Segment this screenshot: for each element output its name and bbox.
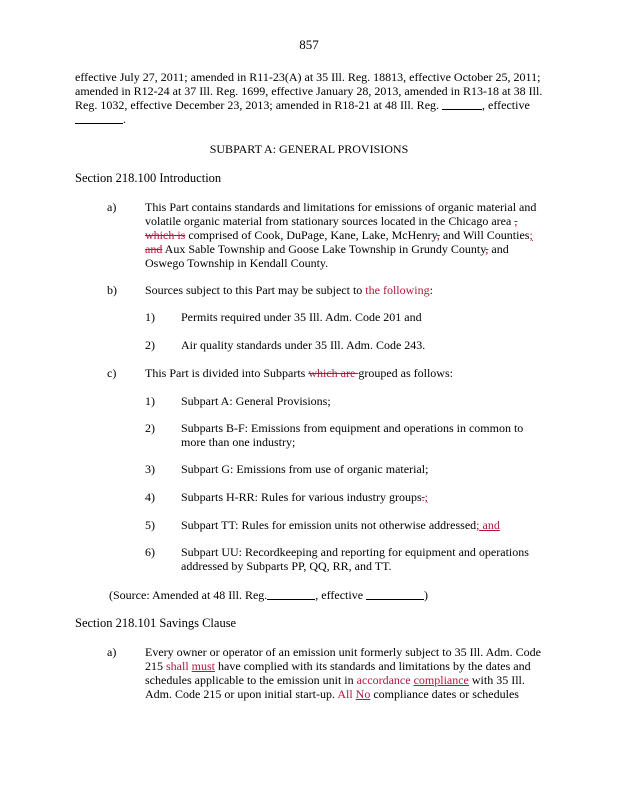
text-run: This Part is divided into Subparts (145, 366, 309, 380)
sub-label: 1) (145, 310, 155, 324)
text-run: compliance dates or schedules (370, 687, 519, 701)
text-run: Sources subject to this Part may be subject to (145, 283, 366, 297)
item-label: a) (107, 645, 117, 659)
history-end: . (123, 112, 126, 126)
text-run: Aux Sable Township and Goose Lake Township in Grundy County (164, 242, 486, 256)
item-label: b) (107, 283, 117, 297)
item-label: a) (107, 200, 117, 214)
sub-text (181, 518, 545, 532)
deleted-text: , (436, 228, 440, 242)
item-label: c) (107, 366, 117, 380)
inserted-text: ; and (476, 518, 500, 532)
source-blank-register (267, 588, 315, 600)
inserted-text: must (191, 659, 216, 673)
text-run: Subpart TT: Rules for emission units not otherwise addressed (181, 518, 477, 532)
sub-text: Subpart A: General Provisions; (181, 394, 331, 408)
sub-label: 4) (145, 490, 155, 504)
text-run: and Oswego Township in Kendall County. (145, 242, 509, 270)
history-effective: , effective (482, 98, 530, 112)
page-number: 857 (299, 37, 319, 52)
deleted-text: . (421, 490, 425, 504)
sub-label: 2) (145, 338, 155, 352)
text-run: have complied with its standards and limitations by the dates and schedules applicable to the emission unit in (145, 659, 531, 687)
sub-text (181, 490, 545, 504)
text-run: : (429, 283, 433, 297)
sub-label: 3) (145, 462, 155, 476)
sub-text: Permits required under 35 Ill. Adm. Code 201 and (181, 310, 422, 324)
deleted-text: , (485, 242, 489, 256)
section-218-100-heading: Section 218.100 Introduction (75, 171, 222, 185)
text-run: with 35 Ill. Adm. Code 215 or upon initial start-up. (145, 673, 525, 701)
sub-label: 2) (145, 421, 155, 435)
deleted-text: , (514, 214, 518, 228)
inserted-text: compliance (413, 673, 469, 687)
text-run: Every owner or operator of an emission unit formerly subject to 35 Ill. Adm. Code 215 (145, 645, 541, 673)
text-run: and Will Counties (439, 228, 530, 242)
section-218-101-heading: Section 218.101 Savings Clause (75, 616, 237, 630)
text-run: grouped as follows: (358, 366, 453, 380)
deleted-text: and (145, 242, 163, 256)
text-run: ) (424, 588, 429, 602)
subpart-heading: SUBPART A: GENERAL PROVISIONS (209, 142, 409, 156)
text-run: comprised of Cook, DuPage, Kane, Lake, McHenry (188, 228, 437, 242)
sub-label: 1) (145, 394, 155, 408)
history-blank-register (442, 98, 482, 110)
inserted-text: ; (529, 228, 533, 242)
source-note (109, 588, 428, 602)
revised-text: All (337, 687, 353, 701)
deleted-text: which are (308, 366, 359, 380)
history-text: effective July 27, 2011; amended in R11-23(A) at 35 Ill. Reg. 18813, effective October 25, 2011; amended in R12-24 at 37 Ill. Reg. 1699, effective January 28, 2013, amended in R13-18 at 38 Ill. Reg. 1032, effective December 23, 2013; amended in R18-21 at 48 Ill. Reg. (75, 70, 543, 112)
item-text (145, 200, 545, 270)
sub-text: Air quality standards under 35 Ill. Adm. Code 243. (181, 338, 426, 352)
revised-text: shall (166, 659, 189, 673)
item-text (145, 645, 545, 701)
history-blank-date (75, 112, 123, 124)
text-run: (Source: Amended at 48 Ill. Reg. (109, 588, 268, 602)
sub-text: Subpart UU: Recordkeeping and reporting for equipment and operations addressed by Subparts PP, QQ, RR, and TT. (181, 545, 529, 573)
text-run: This Part contains standards and limitations for emissions of organic material and volatile organic material from stationary sources located in the Chicago area (145, 200, 537, 228)
sub-label: 5) (145, 518, 155, 532)
text-run: , effective (315, 588, 367, 602)
revised-text: accordance (356, 673, 411, 687)
sub-label: 6) (145, 545, 155, 559)
inserted-text: ; (424, 490, 428, 504)
inserted-text: No (355, 687, 371, 701)
history-note (75, 70, 545, 126)
item-text (145, 283, 545, 297)
sub-text: Subparts B-F: Emissions from equipment and operations in common to more than one industry; (181, 421, 524, 449)
sub-text: Subpart G: Emissions from use of organic material; (181, 462, 429, 476)
item-text (145, 366, 545, 380)
source-blank-date (366, 588, 424, 600)
text-run: Subparts H-RR: Rules for various industry groups (181, 490, 422, 504)
revised-text: the following (365, 283, 430, 297)
deleted-text: which is (145, 228, 186, 242)
